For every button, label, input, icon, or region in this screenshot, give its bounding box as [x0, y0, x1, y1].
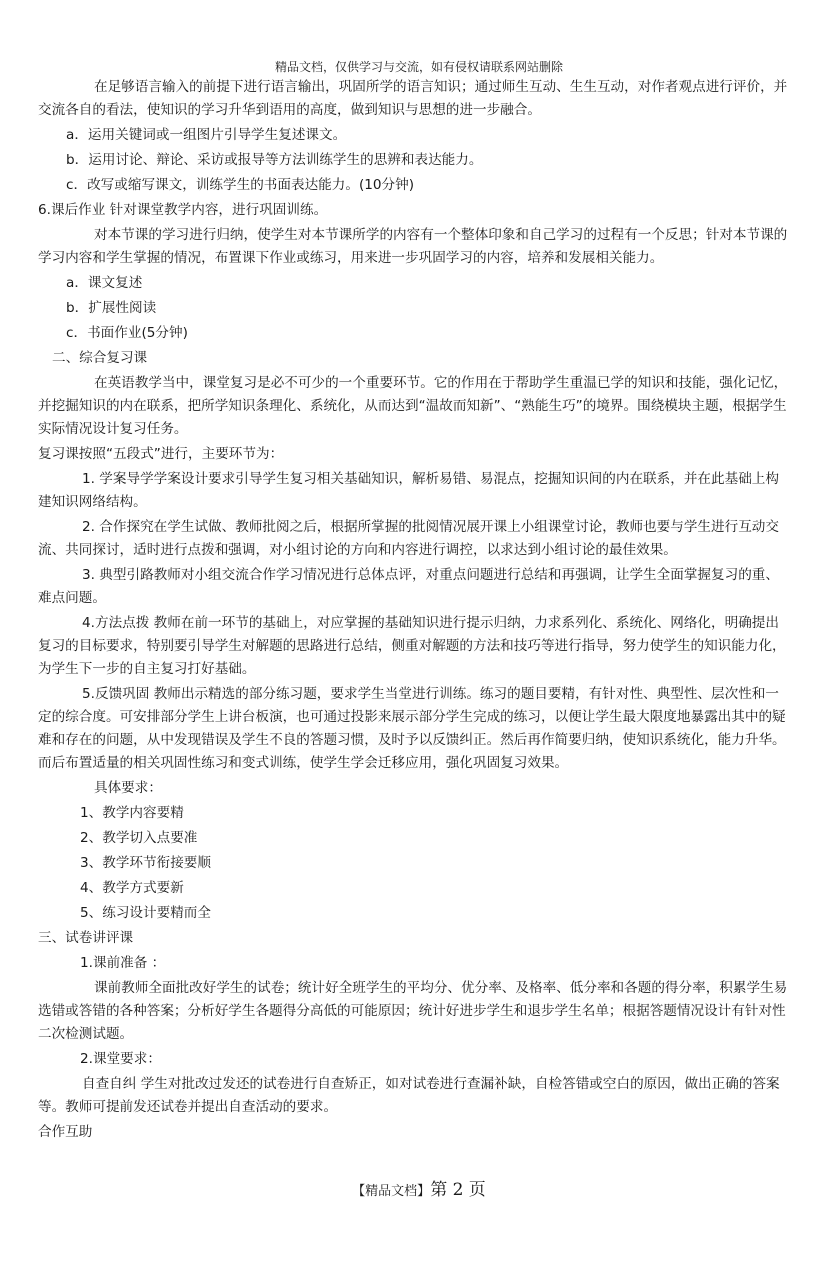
- list-item: 2. 合作探究在学生试做、教师批阅之后，根据所掌握的批阅情况展开课上小组课堂讨论，教师也要与学生进行互动交流、共同探讨，适时进行点拨和强调，对小组讨论的方向和内容进行调控，以求达到小组讨论的最佳效果。: [38, 519, 779, 558]
- list-item: 1、教学内容要精: [80, 805, 184, 821]
- list-item: 2、教学切入点要准: [80, 830, 198, 846]
- list-item: 5、练习设计要精而全: [80, 905, 211, 921]
- paragraph: 课前教师全面批改好学生的试卷；统计好全班学生的平均分、优分率、及格率、低分率和各题的得分率，积累学生易选错或答错的各种答案；分析好学生各题得分高低的可能原因；统计好进步学生和退步学生名单；根据答题情况设计有针对性二次检测试题。: [38, 980, 788, 1042]
- subsection-heading: 1.课前准备 ：: [80, 955, 166, 971]
- page-header: 精品文档，仅供学习与交流，如有侵权请联系网站删除: [274, 60, 563, 74]
- paragraph: 在足够语言输入的前提下进行语言输出，巩固所学的语言知识；通过师生互动、生生互动，对作者观点进行评价，并交流各自的看法，使知识的学习升华到语用的高度，做到知识与思想的进一步融合。: [38, 79, 788, 118]
- section-heading: 三、试卷讲评课: [38, 930, 134, 946]
- list-item: a．课文复述: [66, 275, 143, 291]
- list-item: 3、教学环节衔接要顺: [80, 855, 211, 871]
- section-heading: 6.课后作业 针对课堂教学内容，进行巩固训练。: [38, 202, 328, 218]
- footer-label: 【精品文档】: [352, 1184, 431, 1199]
- list-item: b．扩展性阅读: [66, 300, 157, 316]
- list-item: c．改写或缩写课文，训练学生的书面表达能力。(10分钟): [66, 177, 415, 193]
- paragraph: 在英语教学当中，课堂复习是必不可少的一个重要环节。它的作用在于帮助学生重温已学的知识和技能，强化记忆，并挖掘知识的内在联系，把所学知识条理化、系统化，从而达到“温故而知新”、“熟能生巧”的境界。围绕模块主题，根据学生实际情况设计复习任务。: [38, 375, 788, 437]
- subsection-heading: 2.课堂要求：: [80, 1051, 161, 1067]
- page-footer: [0, 1175, 838, 1200]
- list-item: c．书面作业(5分钟): [66, 325, 188, 341]
- list-item: 1. 学案导学学案设计要求引导学生复习相关基础知识，解析易错、易混点，挖掘知识间的内在联系，并在此基础上构建知识网络结构。: [38, 471, 779, 510]
- list-item: 4、教学方式要新: [80, 880, 184, 896]
- paragraph: 对本节课的学习进行归纳，使学生对本节课所学的内容有一个整体印象和自己学习的过程有一个反思；针对本节课的学习内容和学生掌握的情况，布置课下作业或练习，用来进一步巩固学习的内容，培养和发展相关能力。: [38, 227, 788, 266]
- list-item: 3. 典型引路教师对小组交流合作学习情况进行总体点评，对重点问题进行总结和再强调，让学生全面掌握复习的重、难点问题。: [38, 567, 779, 606]
- paragraph: 合作互助: [38, 1124, 93, 1140]
- list-item: 5.反馈巩固 教师出示精选的部分练习题，要求学生当堂进行训练。练习的题目要精，有针对性、典型性、层次性和一定的综合度。可安排部分学生上讲台板演，也可通过投影来展示部分学生完成的练习，以便让学生最大限度地暴露出其中的疑难和存在的问题，从中发现错误及学生不良的答题习惯，及时予以反馈纠正。然后再作简要归纳，使知识系统化，能力升华。而后布置适量的相关巩固性练习和变式训练，使学生学会迁移应用，强化巩固复习效果。: [38, 686, 786, 771]
- paragraph: 自查自纠 学生对批改过发还的试卷进行自查矫正，如对试卷进行查漏补缺，自检答错或空白的原因，做出正确的答案等。教师可提前发还试卷并提出自查活动的要求。: [38, 1076, 780, 1115]
- list-item: a．运用关键词或一组图片引导学生复述课文。: [66, 127, 347, 143]
- list-item: b．运用讨论、辩论、采访或报导等方法训练学生的思辨和表达能力。: [66, 152, 483, 168]
- paragraph: 具体要求：: [94, 780, 162, 796]
- list-item: 4.方法点拨 教师在前一环节的基础上，对应掌握的基础知识进行提示归纳，力求系列化、系统化、网络化，明确提出复习的目标要求，特别要引导学生对解题的思路进行总结，侧重对解题的方法和技巧等进行指导，努力使学生的知识能力化，为学生下一步的自主复习打好基础。: [38, 615, 786, 677]
- page-number: 第 2 页: [430, 1180, 486, 1200]
- document-body: [38, 76, 790, 1144]
- section-heading: 二、综合复习课: [52, 350, 148, 366]
- paragraph: 复习课按照“五段式”进行，主要环节为：: [38, 446, 284, 462]
